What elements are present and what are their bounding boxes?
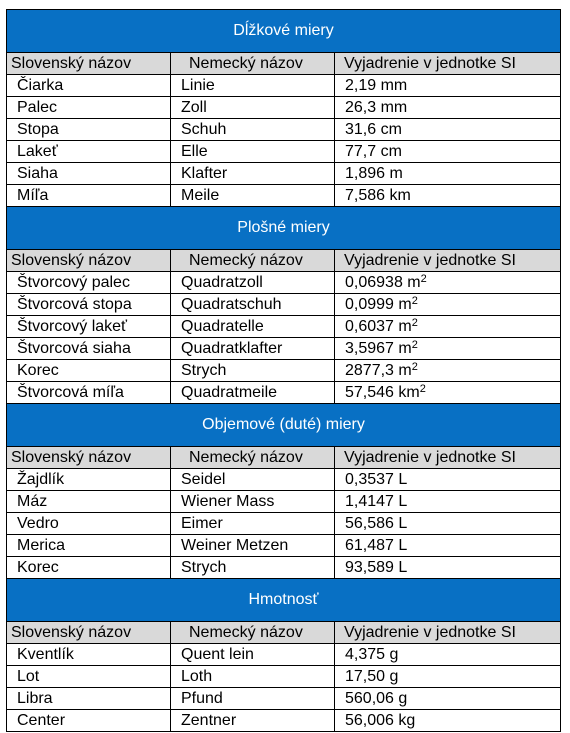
si-value-cell	[335, 688, 561, 710]
slovak-name-cell: Center	[7, 710, 171, 732]
table-row	[7, 141, 561, 163]
table-row	[7, 163, 561, 185]
german-name-cell: Eimer	[171, 513, 335, 535]
section-title: Objemové (duté) miery	[7, 404, 561, 447]
si-exponent: 2	[411, 294, 418, 307]
german-name-cell: Quadratelle	[171, 316, 335, 338]
si-value: 17,50 g	[345, 667, 399, 685]
units-table	[6, 9, 561, 732]
german-name-cell: Weiner Metzen	[171, 535, 335, 557]
section-title-row	[7, 579, 561, 622]
table-row	[7, 644, 561, 666]
table-row	[7, 360, 561, 382]
si-value-cell	[335, 666, 561, 688]
slovak-name-cell: Lot	[7, 666, 171, 688]
column-header-slovak: Slovenský názov	[7, 447, 171, 469]
german-name-cell: Quadratschuh	[171, 294, 335, 316]
slovak-name-cell: Merica	[7, 535, 171, 557]
german-name-cell: Strych	[171, 557, 335, 579]
si-value: 2877,3 m	[345, 361, 412, 379]
table-row	[7, 75, 561, 97]
slovak-name-cell: Máz	[7, 491, 171, 513]
column-header-slovak: Slovenský názov	[7, 250, 171, 272]
german-name-cell: Elle	[171, 141, 335, 163]
si-value: 56,586 L	[345, 514, 408, 532]
table-row	[7, 513, 561, 535]
si-value-cell	[335, 141, 561, 163]
slovak-name-cell: Kventlík	[7, 644, 171, 666]
section-title-row	[7, 10, 561, 53]
si-value: 0,0999 m	[345, 295, 412, 313]
si-value-cell	[335, 294, 561, 316]
slovak-name-cell: Libra	[7, 688, 171, 710]
column-header-row	[7, 622, 561, 644]
column-header-german: Nemecký názov	[171, 622, 335, 644]
column-header-row	[7, 447, 561, 469]
column-header-row	[7, 53, 561, 75]
si-value-cell	[335, 382, 561, 404]
table-row	[7, 119, 561, 141]
slovak-name-cell: Korec	[7, 360, 171, 382]
si-value-cell	[335, 119, 561, 141]
si-value-cell	[335, 513, 561, 535]
table-row	[7, 294, 561, 316]
table-row	[7, 382, 561, 404]
slovak-name-cell: Čiarka	[7, 75, 171, 97]
si-value-cell	[335, 469, 561, 491]
si-value-cell	[335, 163, 561, 185]
slovak-name-cell: Štvorcový palec	[7, 272, 171, 294]
german-name-cell: Loth	[171, 666, 335, 688]
german-name-cell: Quadratzoll	[171, 272, 335, 294]
table-row	[7, 185, 561, 207]
column-header-si: Vyjadrenie v jednotke SI	[335, 53, 561, 75]
section-title: Plošné miery	[7, 207, 561, 250]
table-row	[7, 557, 561, 579]
german-name-cell: Quadratmeile	[171, 382, 335, 404]
table-row	[7, 491, 561, 513]
si-value-cell	[335, 360, 561, 382]
table-row	[7, 469, 561, 491]
german-name-cell: Wiener Mass	[171, 491, 335, 513]
column-header-si: Vyjadrenie v jednotke SI	[335, 447, 561, 469]
german-name-cell: Linie	[171, 75, 335, 97]
si-value: 560,06 g	[345, 689, 408, 707]
section-title: Hmotnosť	[7, 579, 561, 622]
si-exponent: 2	[411, 338, 418, 351]
si-value-cell	[335, 535, 561, 557]
german-name-cell: Zoll	[171, 97, 335, 119]
section-title-row	[7, 207, 561, 250]
si-value: 26,3 mm	[345, 98, 408, 116]
si-value: 0,06938 m	[345, 273, 421, 291]
column-header-si: Vyjadrenie v jednotke SI	[335, 250, 561, 272]
slovak-name-cell: Palec	[7, 97, 171, 119]
table-row	[7, 338, 561, 360]
table-row	[7, 666, 561, 688]
german-name-cell: Meile	[171, 185, 335, 207]
si-exponent: 2	[411, 360, 418, 373]
si-value: 77,7 cm	[345, 142, 402, 160]
column-header-si: Vyjadrenie v jednotke SI	[335, 622, 561, 644]
si-exponent: 2	[420, 272, 427, 285]
si-value: 1,4147 L	[345, 492, 408, 510]
slovak-name-cell: Štvorcová míľa	[7, 382, 171, 404]
german-name-cell: Seidel	[171, 469, 335, 491]
table-row	[7, 97, 561, 119]
table-row	[7, 272, 561, 294]
si-value: 7,586 km	[345, 186, 411, 204]
table-row	[7, 710, 561, 732]
slovak-name-cell: Žajdlík	[7, 469, 171, 491]
column-header-slovak: Slovenský názov	[7, 53, 171, 75]
si-value: 57,546 km	[345, 383, 420, 401]
section-title: Dĺžkové miery	[7, 10, 561, 53]
slovak-name-cell: Lakeť	[7, 141, 171, 163]
si-value: 61,487 L	[345, 536, 408, 554]
si-value: 56,006 kg	[345, 711, 416, 729]
german-name-cell: Klafter	[171, 163, 335, 185]
column-header-row	[7, 250, 561, 272]
table-row	[7, 316, 561, 338]
german-name-cell: Quent lein	[171, 644, 335, 666]
si-exponent: 2	[419, 382, 426, 395]
german-name-cell: Strych	[171, 360, 335, 382]
si-value-cell	[335, 272, 561, 294]
slovak-name-cell: Korec	[7, 557, 171, 579]
si-value: 31,6 cm	[345, 120, 402, 138]
si-value-cell	[335, 644, 561, 666]
si-value-cell	[335, 185, 561, 207]
slovak-name-cell: Vedro	[7, 513, 171, 535]
si-value-cell	[335, 75, 561, 97]
german-name-cell: Schuh	[171, 119, 335, 141]
si-value: 4,375 g	[345, 645, 399, 663]
column-header-german: Nemecký názov	[171, 447, 335, 469]
si-value-cell	[335, 338, 561, 360]
si-value-cell	[335, 557, 561, 579]
si-value-cell	[335, 710, 561, 732]
table-row	[7, 535, 561, 557]
si-value: 0,6037 m	[345, 317, 412, 335]
slovak-name-cell: Štvorcová siaha	[7, 338, 171, 360]
slovak-name-cell: Stopa	[7, 119, 171, 141]
si-value-cell	[335, 491, 561, 513]
german-name-cell: Zentner	[171, 710, 335, 732]
column-header-german: Nemecký názov	[171, 53, 335, 75]
si-value: 0,3537 L	[345, 470, 408, 488]
si-value-cell	[335, 316, 561, 338]
table-row	[7, 688, 561, 710]
units-table-body	[7, 10, 561, 732]
column-header-slovak: Slovenský názov	[7, 622, 171, 644]
german-name-cell: Pfund	[171, 688, 335, 710]
si-exponent: 2	[411, 316, 418, 329]
si-value-cell	[335, 97, 561, 119]
slovak-name-cell: Štvorcová stopa	[7, 294, 171, 316]
section-title-row	[7, 404, 561, 447]
si-value: 1,896 m	[345, 164, 403, 182]
slovak-name-cell: Míľa	[7, 185, 171, 207]
si-value: 2,19 mm	[345, 76, 408, 94]
slovak-name-cell: Štvorcový lakeť	[7, 316, 171, 338]
si-value: 3,5967 m	[345, 339, 412, 357]
column-header-german: Nemecký názov	[171, 250, 335, 272]
si-value: 93,589 L	[345, 558, 408, 576]
german-name-cell: Quadratklafter	[171, 338, 335, 360]
slovak-name-cell: Siaha	[7, 163, 171, 185]
